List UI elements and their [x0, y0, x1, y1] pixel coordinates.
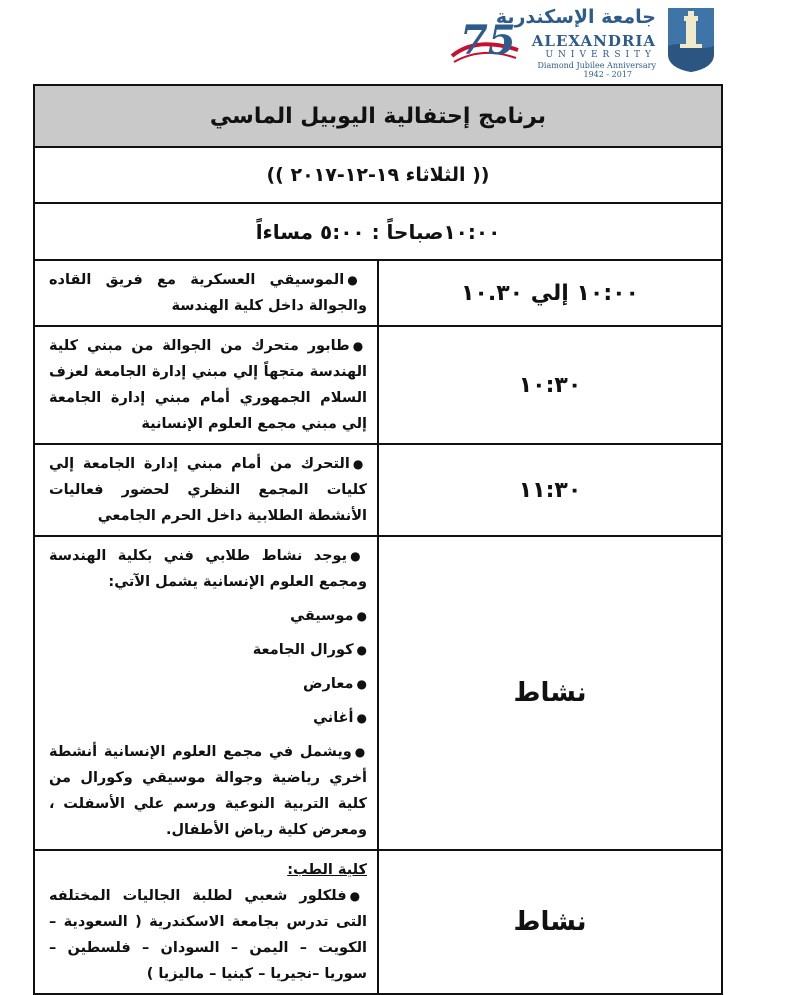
- table-row: [34, 260, 722, 326]
- list-item: ● طابور متحرك من الجوالة من مبني كلية الهندسة متجهاً إلي مبني إدارة الجامعة لعزف السلام الجمهوري أمام مبني إدارة الجامعة إلي مبني مجمع العلوم الإنسانية: [49, 333, 367, 437]
- row-time: ١١:٣٠: [378, 444, 722, 536]
- list-item: ● أغاني: [49, 705, 367, 731]
- row-description: [34, 326, 378, 444]
- logo-75-number: 75: [460, 17, 516, 64]
- table-row: [34, 444, 722, 536]
- logo-university: UNIVERSITY: [545, 50, 656, 60]
- list-item: ● معارض: [49, 671, 367, 697]
- list-item: ● التحرك من أمام مبني إدارة الجامعة إلي كليات المجمع النظري لحضور فعاليات الأنشطة الطلابية داخل الحرم الجامعي: [49, 451, 367, 529]
- program-date: (( الثلاثاء ١٩-١٢-٢٠١٧ )): [34, 147, 722, 203]
- program-hours: ١٠:٠٠صباحاً : ٥:٠٠ مساءاً: [34, 203, 722, 260]
- logo-english-name: ALEXANDRIA: [531, 32, 656, 50]
- table-row: [34, 850, 722, 994]
- list-item: ● الموسيقي العسكرية مع فريق القاده والجوالة داخل كلية الهندسة: [49, 267, 367, 319]
- section-heading: كلية الطب:: [287, 862, 367, 878]
- list-item: ● يوجد نشاط طلابي فني بكلية الهندسة ومجمع العلوم الإنسانية يشمل الآتي:: [49, 543, 367, 595]
- university-logo: [446, 6, 716, 80]
- program-table: [33, 84, 723, 995]
- table-row: [34, 536, 722, 850]
- row-description: [34, 850, 378, 994]
- row-time: ١٠:٠٠ إلي ١٠.٣٠: [378, 260, 722, 326]
- list-item: ● كورال الجامعة: [49, 637, 367, 663]
- logo-years: 1942 - 2017: [583, 70, 632, 79]
- row-description: [34, 536, 378, 850]
- row-description: [34, 260, 378, 326]
- logo-arabic-name: جامعة الإسكندرية: [495, 6, 656, 28]
- row-time: ١٠:٣٠: [378, 326, 722, 444]
- list-item: ● فلكلور شعبي لطلبة الجاليات المختلفه التى تدرس بجامعة الاسكندرية ( السعودية – الكويت – اليمن – السودان – فلسطين – سوريا –نجيريا – كينيا – ماليزيا ): [49, 883, 367, 987]
- row-time: نشاط: [378, 850, 722, 994]
- program-title: برنامج إحتفالية اليوبيل الماسي: [34, 85, 722, 147]
- row-time: نشاط: [378, 536, 722, 850]
- table-row: [34, 326, 722, 444]
- row-description: [34, 444, 378, 536]
- lighthouse-emblem-icon: [666, 6, 716, 74]
- list-item: ● ويشمل في مجمع العلوم الإنسانية أنشطة أخري رياضية وجوالة موسيقي وكورال من كلية التربية النوعية ورسم علي الأسفلت ، ومعرض كلية رياض الأطفال.: [49, 739, 367, 843]
- logo-jubilee: Diamond Jubilee Anniversary: [537, 61, 656, 70]
- list-item: ● موسيقي: [49, 603, 367, 629]
- anniversary-75-logo: [446, 10, 526, 76]
